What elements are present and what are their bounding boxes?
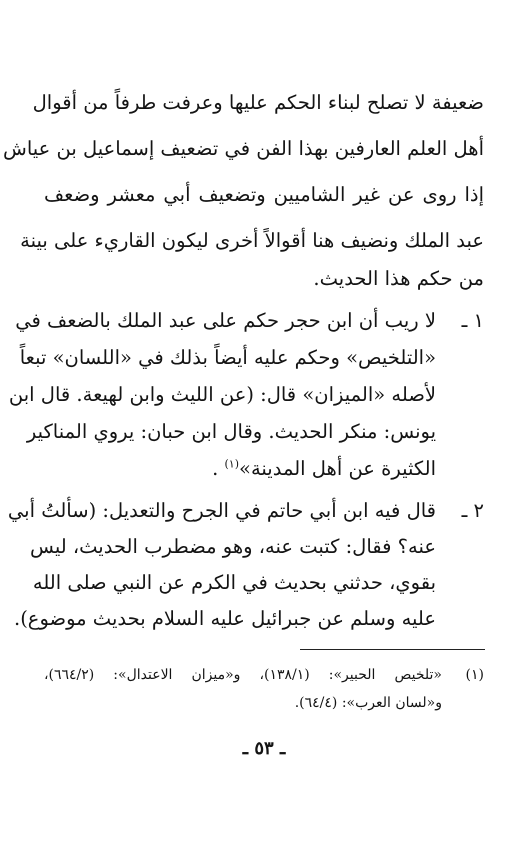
item-line: لا ريب أن ابن حجر حكم على عبد الملك بالضعف في (15, 309, 436, 332)
footnote-line: و«لسان العرب»: (٦٤/٤). (294, 695, 442, 711)
paragraph-line: ضعيفة لا تصلح لبناء الحكم عليها وعرفت طرفاً من أقوال (32, 91, 484, 114)
footnote-line: «تلخيص الحبير»: (١٣٨/١)، و«ميزان الاعتدال»: (٦٦٤/٢)، (44, 667, 442, 683)
paragraph-line: أهل العلم العارفين بهذا الفن في تضعيف إسماعيل بن عياش (3, 137, 484, 160)
item-number: ١ ـ (461, 309, 484, 332)
item-line: «التلخيص» وحكم عليه أيضاً بذلك في «اللسان» تبعاً (19, 346, 436, 369)
item-line: يونس: منكر الحديث. وقال ابن حبان: يروي المناكير (26, 420, 436, 443)
item-number: ٢ ـ (461, 499, 484, 522)
item-line-last (44, 454, 436, 484)
item-line: عليه وسلم عن جبرائيل عليه السلام بحديث موضوع). (14, 607, 436, 630)
item-line: قال فيه ابن أبي حاتم في الجرح والتعديل: (سألتُ أبي (7, 499, 436, 522)
item-line: لأصله «الميزان» قال: (عن الليث وابن لهيعة. قال ابن (8, 383, 436, 406)
footnote-number: (١) (465, 667, 484, 683)
item-line-tail: . (212, 457, 225, 480)
item-line: بقوي، حدثني بحديث في الكرم عن النبي صلى الله (32, 571, 436, 594)
paragraph-line: من حكم هذا الحديث. (313, 267, 484, 290)
page-number: ـ ٥٣ ـ (242, 738, 286, 759)
footnote-separator (300, 649, 485, 650)
paragraph-line: إذا روى عن غير الشاميين وتضعيف أبي معشر وضعف (44, 183, 484, 206)
paragraph-line: عبد الملك ونضيف هنا أقوالاً أخرى ليكون القاريء على بينة (20, 229, 484, 252)
item-line: عنه؟ فقال: كتبت عنه، وهو مضطرب الحديث، ليس (29, 535, 436, 558)
item-line-text: الكثيرة عن أهل المدينة» (239, 457, 436, 480)
footnote-reference: (١) (224, 457, 240, 471)
